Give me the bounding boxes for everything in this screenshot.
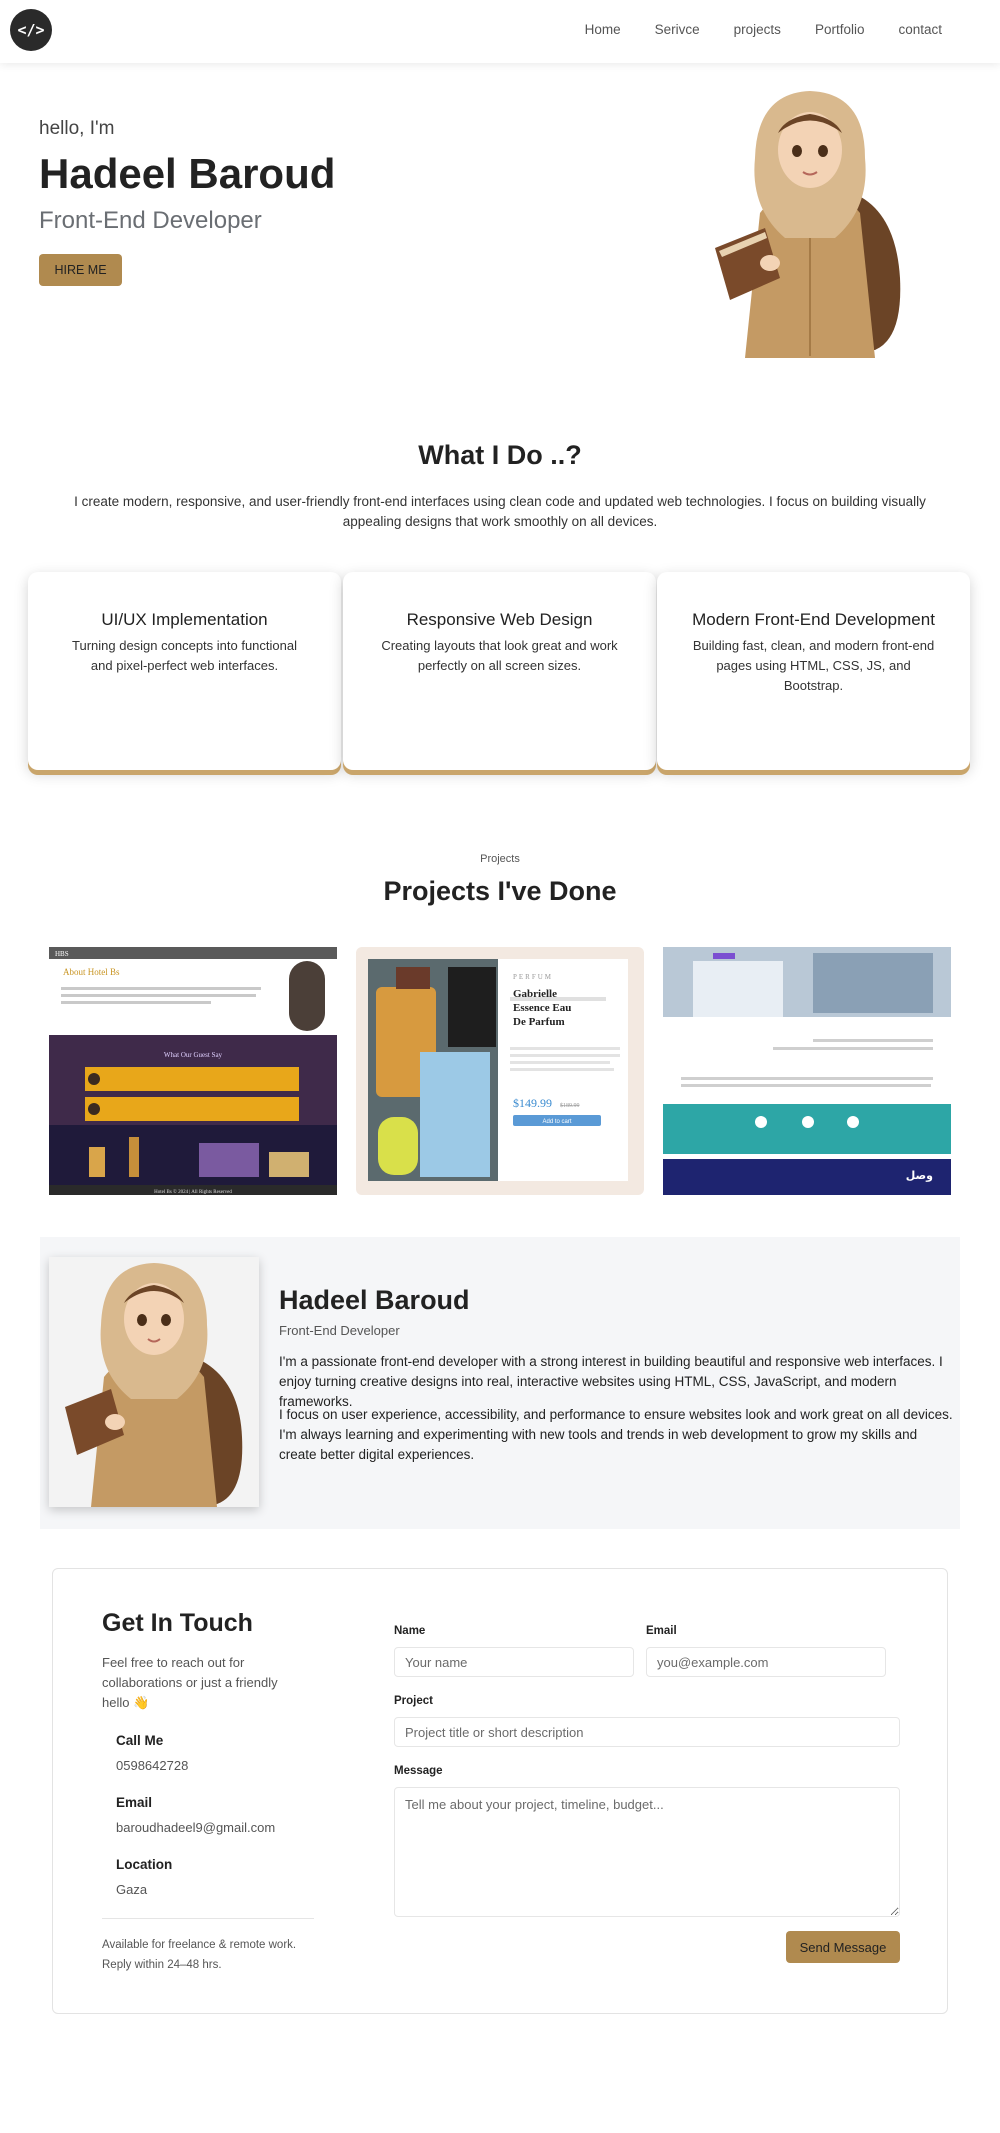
about-role: Front-End Developer <box>279 1323 400 1338</box>
education-logo: وصل <box>905 1169 933 1182</box>
service-card-responsive <box>343 572 656 770</box>
service-card-title: Responsive Web Design <box>406 610 593 629</box>
project-field-label: Project <box>394 1695 433 1707</box>
services-description: I create modern, responsive, and user-friendly front-end interfaces using clean code and updated web technologies. I focus on building visually appealing designs that work smoothly on all devices. <box>74 494 926 529</box>
name-field-label: Name <box>394 1625 426 1637</box>
availability-note: Available for freelance & remote work. Reply within 24–48 hrs. <box>102 1939 297 1971</box>
about-name: Hadeel Baroud <box>279 1285 470 1315</box>
perfume-kicker: PERFUM <box>513 973 554 981</box>
about-section <box>40 1237 960 1529</box>
service-card-title: Modern Front-End Development <box>692 610 935 629</box>
service-card-title: UI/UX Implementation <box>101 610 268 629</box>
nav-link-service[interactable]: Serivce <box>654 22 700 37</box>
service-card-text: Building fast, clean, and modern front-end pages using HTML, CSS, JS, and Bootstrap. <box>692 638 935 693</box>
perfume-add-to-cart: Add to cart <box>542 1119 572 1125</box>
location-label: Location <box>116 1857 173 1872</box>
contact-title: Get In Touch <box>102 1609 253 1637</box>
service-card-text: Turning design concepts into functional and pixel-perfect web interfaces. <box>72 638 297 673</box>
email-field-label: Email <box>646 1625 677 1637</box>
project-input[interactable] <box>394 1717 900 1747</box>
project-card-perfume[interactable] <box>356 947 644 1195</box>
projects-kicker: Projects <box>480 853 520 865</box>
send-message-button[interactable]: Send Message <box>786 1931 900 1963</box>
hero-role: Front-End Developer <box>39 207 262 234</box>
hire-me-button[interactable]: HIRE ME <box>39 254 122 286</box>
about-avatar-illustration <box>49 1257 259 1507</box>
perfume-old-price: $189.99 <box>560 1103 580 1109</box>
contact-section <box>52 1568 948 2014</box>
services-title: What I Do ..? <box>418 440 582 470</box>
perfume-price: $149.99 <box>513 1096 552 1110</box>
hero-name: Hadeel Baroud <box>39 150 336 197</box>
call-label: Call Me <box>116 1733 164 1748</box>
projects-title: Projects I've Done <box>383 876 617 906</box>
about-paragraph-2: I focus on user experience, accessibility, and performance to ensure websites look and work great on all devices. I'm always learning and experimenting with new tools and trends in web development to grow my skills and create better digital experiences. <box>279 1407 953 1462</box>
perfume-product: Gabrielle Essence Eau De Parfum <box>513 988 572 1028</box>
message-field-label: Message <box>394 1765 443 1777</box>
nav-link-home[interactable]: Home <box>584 22 621 37</box>
hotel-brand: HBS <box>55 950 69 958</box>
contact-subtitle: Feel free to reach out for collaborations or just a friendly hello 👋 <box>102 1655 278 1710</box>
code-logo-icon[interactable]: </> <box>10 9 52 51</box>
project-card-education[interactable] <box>663 947 951 1195</box>
email-value: baroudhadeel9@gmail.com <box>116 1820 276 1835</box>
hotel-heading: About Hotel Bs <box>63 967 120 977</box>
about-paragraph-1: I'm a passionate front-end developer with a strong interest in building beautiful and responsive web interfaces. I enjoy turning creative designs into real, interactive websites using HTML, CSS, JavaScript, and modern frameworks. <box>279 1354 943 1409</box>
nav-link-contact[interactable]: contact <box>898 22 942 37</box>
navbar <box>0 0 1000 63</box>
service-card-uiux <box>28 572 341 770</box>
nav-links <box>551 22 942 37</box>
email-input[interactable] <box>646 1647 886 1677</box>
name-input[interactable] <box>394 1647 634 1677</box>
divider <box>102 1918 314 1919</box>
service-card-text: Creating layouts that look great and work perfectly on all screen sizes. <box>381 638 618 673</box>
hero-avatar-illustration <box>705 88 915 363</box>
project-hotel-screenshot <box>49 947 337 1195</box>
nav-link-projects[interactable]: projects <box>733 22 781 37</box>
hotel-footer: Hotel Bs © 2024 | All Rights Reserved <box>154 1190 232 1195</box>
message-textarea[interactable] <box>394 1787 900 1917</box>
service-card-frontend <box>657 572 970 770</box>
location-value: Gaza <box>116 1882 148 1897</box>
hotel-section-title: What Our Guest Say <box>163 1051 223 1059</box>
nav-link-portfolio[interactable]: Portfolio <box>814 22 865 37</box>
email-label: Email <box>116 1795 153 1810</box>
call-value: 0598642728 <box>116 1758 189 1773</box>
project-card-hotel[interactable] <box>49 947 337 1195</box>
project-education-screenshot <box>663 947 951 1195</box>
project-perfume-screenshot <box>356 947 644 1195</box>
hero-greeting: hello, I'm <box>39 118 115 139</box>
